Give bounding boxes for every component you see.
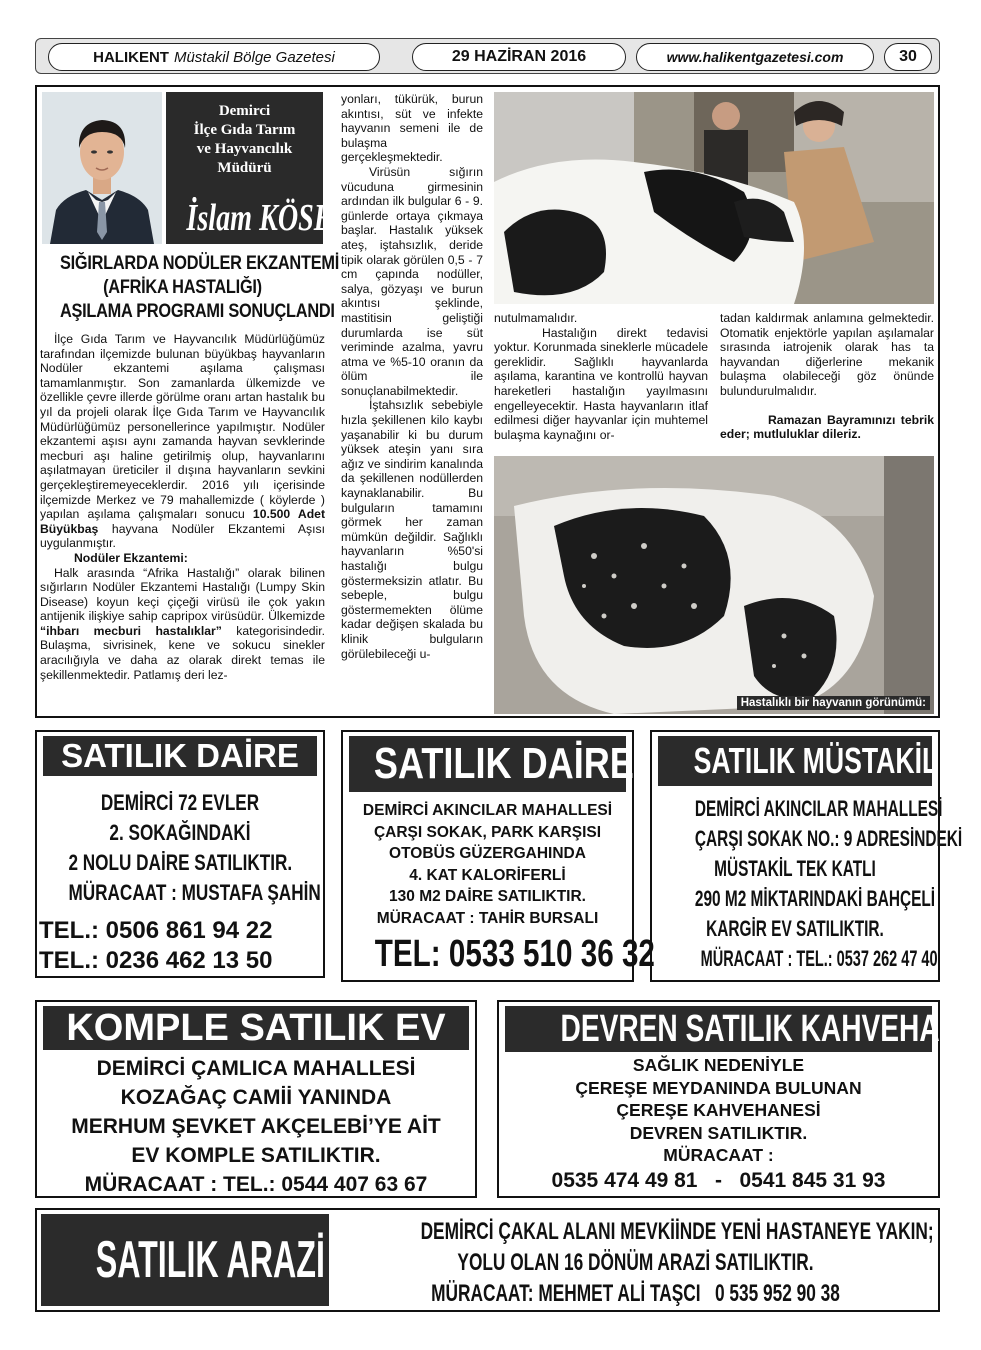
ad-line: OTOBÜS GÜZERGAHINDA	[389, 845, 586, 862]
ad-phone: TEL.: 0236 462 13 50	[39, 947, 273, 974]
author-portrait	[42, 92, 162, 244]
diseased-cow-photo	[494, 456, 934, 714]
ad-line: 2. SOKAĞINDAKİ	[109, 820, 251, 845]
ad-line: DEMİRCİ AKINCILAR MAHALLESİ	[694, 796, 943, 821]
page-header	[35, 38, 940, 74]
article-paragraph: Halk arasında “Afrika Hastalığı” olarak bilinen sığırların Nodüler Ekzantemi Hastalığı (Lumpy Skin Disease) koyun keçi çiçeği virüsü ile çok yakın antijenik ilişkiye sahip capripox virüsüdür. Ülkemizde “ihbarı mecburi hastalıklar” kategorisindedir. Bulaşma, sivrisinek, kene ve sokucu sinekler aracılığıyla ve daha az olarak direkt temas ile şekillenmektedir. Patlamış deri lez-	[40, 565, 325, 682]
ad-satilik-mustakil-ev	[650, 730, 981, 982]
article-column-1	[40, 332, 325, 716]
ad-line: ÇARŞI SOKAK NO.: 9 ADRESİNDEKİ	[694, 826, 963, 851]
masthead-pill	[48, 43, 380, 71]
cow-photo-icon	[494, 92, 934, 304]
masthead-brand: HALIKENT	[93, 48, 169, 66]
ad-phone: TEL: 0533 510 36 32	[374, 933, 655, 975]
ad-line: DEMİRCİ ÇAKAL ALANI MEVKİİNDE YENİ HASTANEYE YAKIN;	[420, 1218, 934, 1245]
author-name: İslam KÖSE	[186, 197, 333, 239]
ad-phone: 0535 474 49 81 - 0541 845 31 93	[551, 1168, 886, 1192]
holiday-greeting: Ramazan Bayramınızı tebrik eder; mutluluklar dileriz.	[720, 412, 934, 442]
article-subheading: Nodüler Ekzantemi:	[74, 550, 188, 565]
ad-satilik-daire-1	[35, 730, 325, 978]
ad-satilik-arazi	[35, 1208, 940, 1312]
article-paragraph: tadan kaldırmak anlamına gelmektedir. Otomatik enjektörle yapılan aşılamalar sırasında iatrojenik olarak has ta hayvandan diğerlerine mekanik bulaşma olabileceği göz önünde bulundurulmalıdır.	[720, 311, 934, 398]
article-headline	[40, 252, 339, 324]
article-column-2	[341, 92, 483, 716]
ad-devren-satilik-kahvehane	[497, 1000, 979, 1198]
ad-line: ÇEREŞE MEYDANINDA BULUNAN	[575, 1077, 862, 1098]
ad-line: DEMİRCİ 72 EVLER	[100, 790, 260, 815]
article-paragraph: İştahsızlık sebebiyle hızla şekillenen kilo kaybı yaşanabilir ki bu durum yüksek ateşin yanı sıra ağız ve sindirim kanalında da şekillenen nodüllerden kaynaklanabilir. Bu bulguların tamamını görmek her zaman mümkün değildir. Sağlıklı hayvanların %50'si hastalığı bulgu göstermeksizin atlatır. Bu sebeple, bulgu göstermemekten ölüme kadar değişen skalada bu klinik bulguların görülebileceği u-	[341, 398, 483, 661]
ad-line: ÇARŞI SOKAK, PARK KARŞISI	[373, 823, 602, 841]
author-caption-box	[166, 92, 333, 244]
article-paragraph: Hastalığın direkt tedavisi yoktur. Korunmada sineklerle mücadele gereklidir. Sağlıklı hayvanlarda aşılama, karantina ve kontrollü hayvan hareketleri hastalığın yayılmasını engelleyecektir. Hasta hayvanların itlaf edilmesi diğer hayvanlar için muhtemel bulaşma kaynağını or-	[494, 325, 708, 442]
ad-line: MÜRACAAT: MEHMET ALİ TAŞCI 0 535 952 90 38	[431, 1280, 840, 1307]
ad-satilik-daire-2	[341, 730, 655, 982]
caption-line: İlçe Gıda Tarım	[193, 122, 296, 138]
ad-line: 2 NOLU DAİRE SATILIKTIR.	[68, 850, 293, 875]
ad-line: 4. KAT KALORİFERLİ	[409, 866, 566, 884]
ad-title: DEVREN SATILIK KAHVEHANE	[560, 1008, 979, 1050]
ad-line: 130 M2 DAİRE SATILIKTIR.	[389, 888, 586, 905]
ad-title: KOMPLE SATILIK EV	[43, 1006, 469, 1050]
ad-line: SAĞLIK NEDENİYLE	[632, 1055, 805, 1075]
ad-line: MÜSTAKİL TEK KATLI	[714, 856, 876, 881]
article-paragraph: İlçe Gıda Tarım ve Hayvancılık Müdürlüğümüz tarafından ilçemizde bulunan büyükbaş hayvanların Nodüler ekzantemi aşılama çalışması tamamlanmıştır. Son zamanlarda ülkemizde ve özellikle çevre illerde görülme oranı artan hastalık bu yıl da projeli olarak İlçe Gıda Tarım ve Hayvancılık Müdürlüğümüz personellerince yapılmıştır. Nodüler ekzantemi aşısı aynı zamanda hayvan sevklerinde mecburi aşı haline getirilmiş olup, hayvanlarını aşılatmayan üreticiler il dışına hayvanların sevkini gerçekleştiremeyeceklerdir. 2016 yılı içerisinde ilçemizde Merkez ve 79 mahallemizde ( köylerde ) yapılan aşılama çalışmaları sonucu 10.500 Adet Büyükbaş hayvana Nodüler Ekzantemi Aşısı uygulanmıştır.	[40, 332, 326, 551]
ad-title: SATILIK DAİRE	[373, 739, 634, 788]
ad-line: EV KOMPLE SATILIKTIR.	[131, 1144, 381, 1167]
ad-line: 290 M2 MİKTARINDAKİ BAHÇELİ	[694, 886, 936, 911]
ad-line: DEVREN SATILIKTIR.	[629, 1122, 808, 1143]
ad-line: KOZAĞAÇ CAMİİ YANINDA	[120, 1086, 392, 1109]
article-paragraph: yonları, tükürük, burun akıntısı, süt ve infekte hayvanın semeni ile de bulaşma gerçekleşmektedir.	[341, 92, 483, 165]
issue-date: 29 HAZİRAN 2016	[412, 43, 626, 71]
headline-line: AŞILAMA PROGRAMI SONUÇLANDI	[59, 301, 335, 322]
photo-caption: Hastalıklı bir hayvanın görünümü:	[737, 696, 930, 710]
ad-line: MÜRACAAT : TAHİR BURSALI	[376, 909, 599, 927]
ad-line: MERHUM ŞEVKET AKÇELEBİ’YE AİT	[71, 1115, 441, 1138]
article-paragraph: Virüsün sığırın vücuduna girmesinin ardından ilk bulgular 6 - 9. günlerde ortaya çıkmaya başlar. Hastalık yüksek ateş, iştahsızlık, deride tipik olarak görülen 0,5 - 7 cm çapında nodüller, salya, gözyaşı ve burun akıntısı şeklinde, mastitisin geliştiği durumlarda ise süt veriminde azalma, yavru atma ve %5-10 oranın da ölüm ile sonuçlanabilmektedir.	[341, 164, 483, 398]
ad-line: DEMİRCİ AKINCILAR MAHALLESİ	[362, 802, 613, 819]
caption-line: Demirci	[218, 103, 271, 119]
page-number: 30	[884, 43, 932, 71]
ad-line: MÜRACAAT : TEL.: 0537 262 47 40	[700, 946, 938, 971]
article-column-4	[720, 311, 934, 451]
ad-line: DEMİRCİ ÇAMLICA MAHALLESİ	[96, 1057, 416, 1080]
diseased-cow-icon	[494, 456, 934, 714]
website-url: www.halikentgazetesi.com	[636, 43, 874, 71]
caption-line: Müdürü	[217, 160, 272, 176]
masthead-subtitle: Müstakil Bölge Gazetesi	[173, 48, 335, 66]
person-portrait-icon	[42, 92, 162, 244]
ad-line: KARGİR EV SATILIKTIR.	[706, 916, 884, 941]
ad-line: MÜRACAAT : MUSTAFA ŞAHİN	[68, 880, 321, 905]
ad-line: MÜRACAAT : TEL.: 0544 407 63 67	[84, 1173, 428, 1196]
caption-line: ve Hayvancılık	[196, 141, 293, 157]
ad-title: SATILIK ARAZİ	[95, 1231, 325, 1289]
ad-phone: TEL.: 0506 861 94 22	[39, 917, 273, 944]
ad-line: YOLU OLAN 16 DÖNÜM ARAZİ SATILIKTIR.	[457, 1249, 814, 1276]
ad-line: ÇEREŞE KAHVEHANESİ	[616, 1100, 821, 1120]
cow-vaccination-photo	[494, 92, 934, 304]
ad-title: SATILIK DAİRE	[43, 736, 317, 776]
article-column-3	[494, 311, 708, 451]
ad-komple-satilik-ev	[35, 1000, 477, 1198]
headline-line: (AFRİKA HASTALIĞI)	[103, 277, 262, 298]
headline-line: SIĞIRLARDA NODÜLER EKZANTEMİ	[59, 253, 339, 274]
article-paragraph: nutulmamalıdır.	[494, 311, 578, 325]
ad-line: MÜRACAAT :	[663, 1145, 774, 1165]
ad-title: SATILIK MÜSTAKİL EV	[693, 740, 981, 781]
